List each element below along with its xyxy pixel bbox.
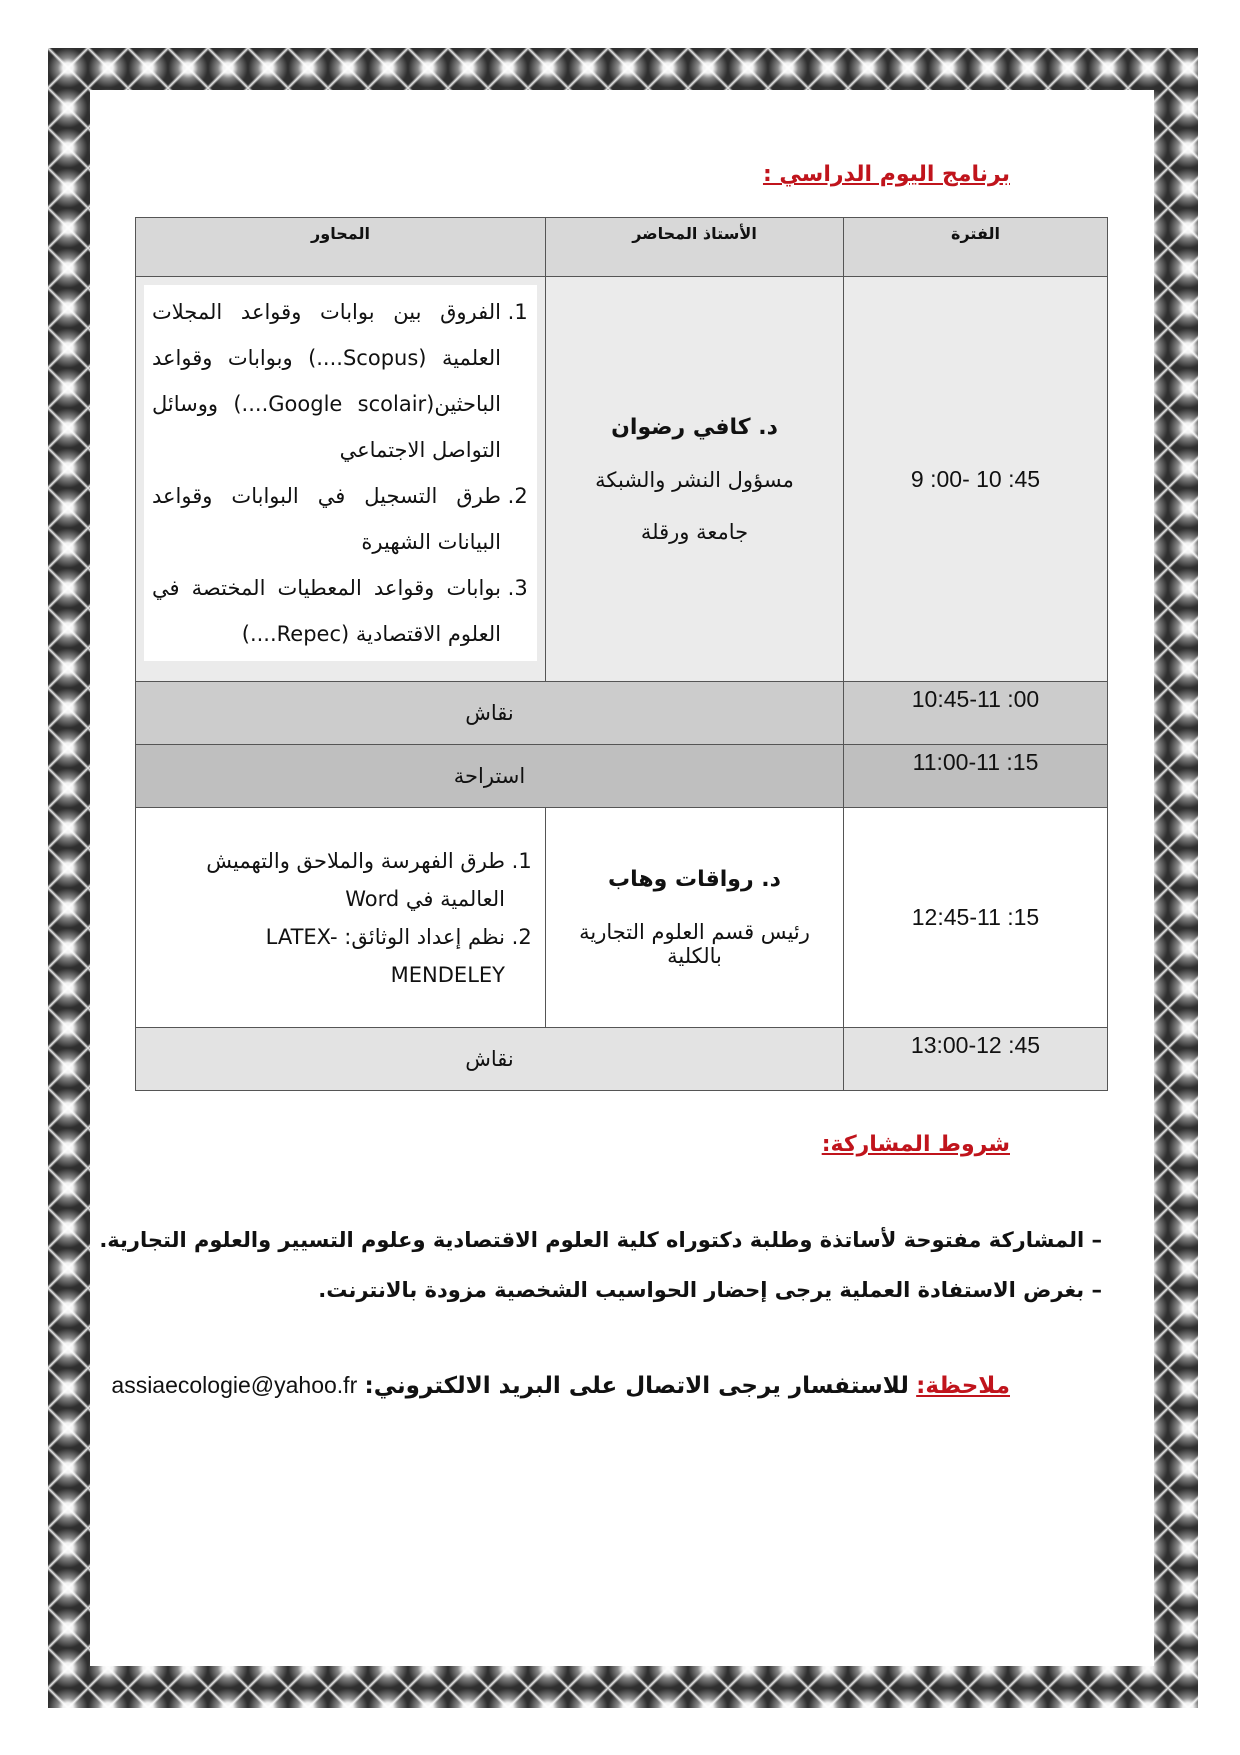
session2-lecturer-cell xyxy=(546,808,844,1028)
table-row-discussion2 xyxy=(136,1028,1108,1091)
table-header-row xyxy=(136,218,1108,277)
session2-axes-cell xyxy=(136,808,546,1028)
header-lecturer: الأستاذ المحاضر xyxy=(546,218,844,277)
table-row-session2 xyxy=(136,808,1108,1028)
discussion2-time: 13:00-12 :45 xyxy=(910,1032,1041,1058)
session1-lecturer-cell xyxy=(546,277,844,682)
note-label: ملاحظة: xyxy=(916,1373,1010,1399)
table-row-discussion1 xyxy=(136,682,1108,745)
break-time-cell xyxy=(844,745,1108,808)
session2-time: 12:45-11 :15 xyxy=(911,904,1040,930)
program-table xyxy=(135,217,1108,1091)
session1-time-cell xyxy=(844,277,1108,682)
session1-axis-1: 1. الفروق بين بوابات وقواعد المجلات العلمية (Scopus....) وبوابات وقواعد الباحثين(Google scolair....) ووسائل التواصل الاجتماعي xyxy=(152,289,501,473)
table-row-session1 xyxy=(136,277,1108,682)
condition-item-2: – بغرض الاستفادة العملية يرجى إحضار الحواسيب الشخصية مزودة بالانترنت. xyxy=(318,1278,1102,1302)
program-title: برنامج اليوم الدراسي : xyxy=(762,162,1010,187)
header-axes: المحاور xyxy=(136,218,546,277)
discussion2-label: نقاش xyxy=(136,1028,844,1091)
discussion2-time-cell xyxy=(844,1028,1108,1091)
break-label: استراحة xyxy=(136,745,844,808)
session2-axis-2: 2. نظم إعداد الوثائق: LATEX- MENDELEY xyxy=(196,918,505,994)
discussion1-label: نقاش xyxy=(136,682,844,745)
session1-lecturer-affiliation: جامعة ورقلة xyxy=(640,519,749,544)
header-time: الفترة xyxy=(844,218,1108,277)
session1-axis-3: 3. بوابات وقواعد المعطيات المختصة في العلوم الاقتصادية (Repec....) xyxy=(152,565,501,657)
session1-axes-cell xyxy=(136,277,546,682)
discussion1-time: 10:45-11 :00 xyxy=(911,686,1040,712)
session1-time: 9 :00- 10 :45 xyxy=(910,465,1041,492)
note-line xyxy=(111,1372,1010,1399)
table-row-break xyxy=(136,745,1108,808)
session2-axis-1: 1. طرق الفهرسة والملاحق والتهميش العالمية في Word xyxy=(196,842,505,918)
discussion1-time-cell xyxy=(844,682,1108,745)
session2-time-cell xyxy=(844,808,1108,1028)
note-text: للاستفسار يرجى الاتصال على البريد الالكتروني: xyxy=(364,1373,909,1399)
session2-lecturer-name: د. رواقات وهاب xyxy=(608,867,781,892)
contact-email-link[interactable]: assiaecologie@yahoo.fr xyxy=(111,1372,358,1398)
condition-item-1: – المشاركة مفتوحة لأساتذة وطلبة دكتوراه كلية العلوم الاقتصادية وعلوم التسيير والعلوم التجارية. xyxy=(99,1228,1102,1252)
session1-lecturer-name: د. كافي رضوان xyxy=(611,414,778,440)
session1-axes-box xyxy=(144,285,537,661)
session2-lecturer-role: رئيس قسم العلوم التجارية بالكلية xyxy=(579,920,810,968)
session1-lecturer-role: مسؤول النشر والشبكة xyxy=(595,467,794,492)
conditions-title: شروط المشاركة: xyxy=(821,1132,1010,1157)
break-time: 11:00-11 :15 xyxy=(912,749,1039,775)
session1-axis-2: 2. طرق التسجيل في البوابات وقواعد البيانات الشهيرة xyxy=(152,473,501,565)
